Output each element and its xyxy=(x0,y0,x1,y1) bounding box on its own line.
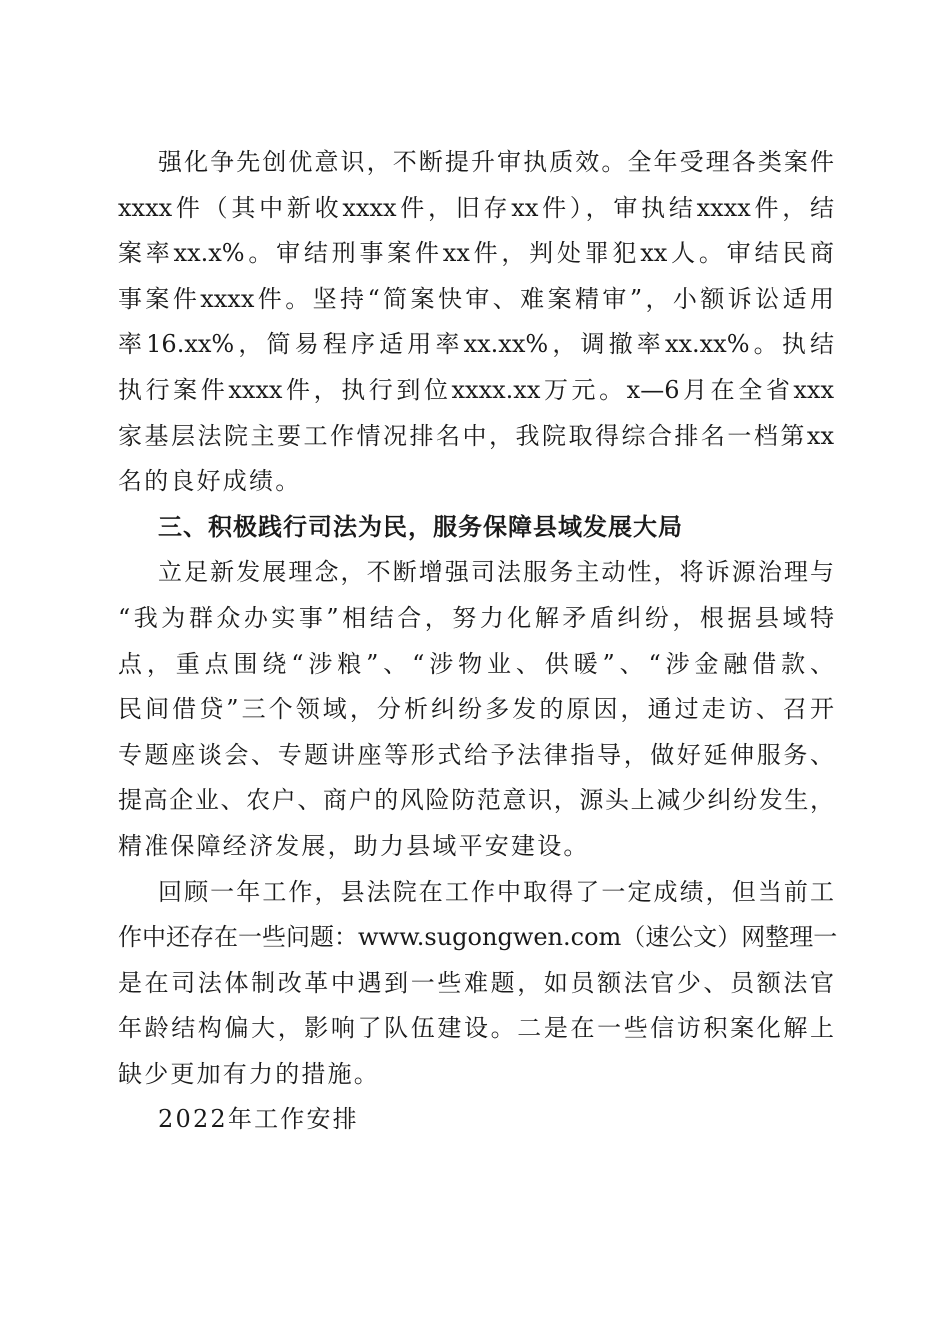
paragraph-line: 回顾一年工作，县法院在工作中取得了一定成绩，但当前工 xyxy=(158,877,834,906)
document-page xyxy=(118,140,838,1143)
paragraph-line: 作中还存在一些问题：www.sugongwen.com（速公文）网整理一 xyxy=(118,923,838,952)
paragraph-line: 点，重点围绕“涉粮”、“涉物业、供暖”、“涉金融借款、 xyxy=(118,649,834,678)
paragraph-line: 提高企业、农户、商户的风险防范意识，源头上减少纠纷发生， xyxy=(118,786,834,815)
paragraph-line: 率16.xx%，简易程序适用率xx.xx%，调撤率xx.xx%。执结 xyxy=(118,330,834,359)
paragraph-line: 执行案件xxxx件，执行到位xxxx.xx万元。x—6月在全省xxx xyxy=(118,375,834,404)
paragraph-line: “我为群众办实事”相结合，努力化解矛盾纠纷，根据县域特 xyxy=(118,603,834,632)
paragraph-line: 强化争先创优意识，不断提升审执质效。全年受理各类案件 xyxy=(158,148,834,176)
paragraph-line: 精准保障经济发展，助力县域平安建设。 xyxy=(118,831,590,860)
paragraph-line: 立足新发展理念，不断增强司法服务主动性，将诉源治理与 xyxy=(158,558,834,587)
paragraph-line: 是在司法体制改革中遇到一些难题，如员额法官少、员额法官 xyxy=(118,968,834,997)
paragraph-line: 缺少更加有力的措施。 xyxy=(118,1059,380,1088)
paragraph-line: 专题座谈会、专题讲座等形式给予法律指导，做好延伸服务、 xyxy=(118,740,834,769)
paragraph-line: 事案件xxxx件。坚持“简案快审、难案精审”，小额诉讼适用 xyxy=(118,284,834,313)
paragraph-line: 家基层法院主要工作情况排名中，我院取得综合排名一档第xx xyxy=(118,421,834,450)
section-subheading: 2022年工作安排 xyxy=(158,1105,359,1134)
paragraph-line: 年龄结构偏大，影响了队伍建设。二是在一些信访积案化解上 xyxy=(118,1014,834,1043)
paragraph-line: xxxx件（其中新收xxxx件，旧存xx件），审执结xxxx件，结 xyxy=(118,193,834,222)
paragraph-line: 名的良好成绩。 xyxy=(118,467,302,496)
paragraph-line: 民间借贷”三个领域，分析纠纷多发的原因，通过走访、召开 xyxy=(118,695,834,724)
paragraph-line: 案率xx.x%。审结刑事案件xx件，判处罪犯xx人。审结民商 xyxy=(118,239,834,268)
section-heading: 三、积极践行司法为民，服务保障县域发展大局 xyxy=(158,512,683,541)
